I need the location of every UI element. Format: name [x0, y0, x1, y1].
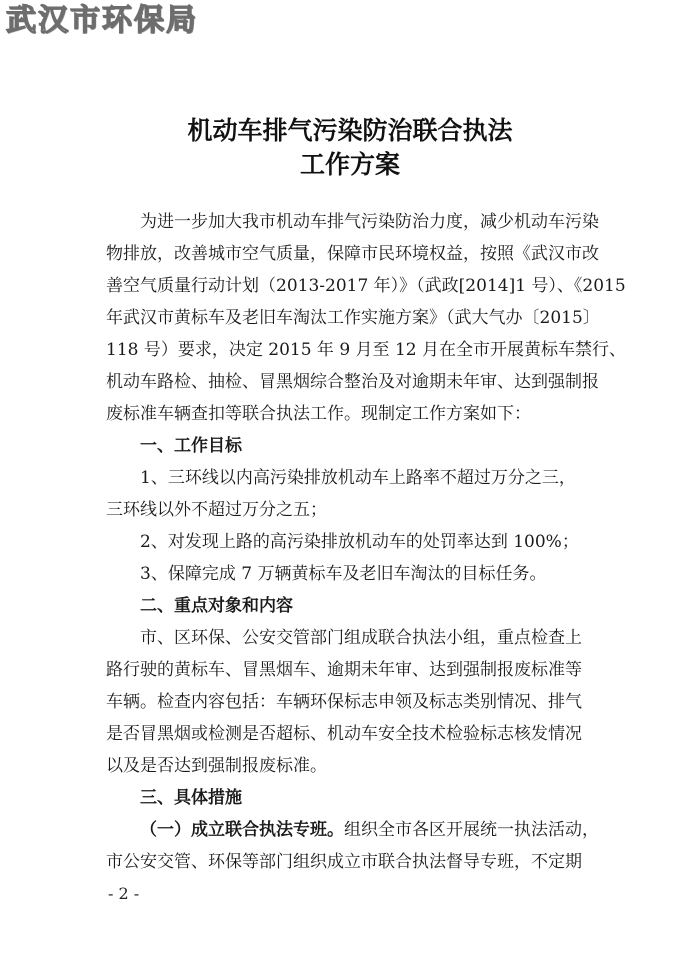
targets-line: 以及是否达到强制报废标准。 [106, 756, 327, 776]
document-title-line-2: 工作方案 [299, 150, 400, 179]
intro-line: 善空气质量行动计划（2013-2017 年）》（武政[2014]1 号）、《2015 [106, 276, 626, 296]
intro-line: 118 号）要求，决定 2015 年 9 月至 12 月在全市开展黄标车禁行、 [106, 340, 626, 360]
targets-line: 是否冒黑烟或检测是否超标、机动车安全技术检验标志核发情况 [106, 724, 582, 744]
measure-item-1 [140, 820, 599, 840]
document-title-line-1: 机动车排气污染防治联合执法 [187, 116, 513, 145]
section-heading-goals: 一、工作目标 [140, 436, 242, 456]
targets-line: 路行驶的黄标车、冒黑烟车、逾期未年审、达到强制报废标准等 [106, 660, 582, 680]
section-heading-targets: 二、重点对象和内容 [140, 596, 293, 616]
watermark-logo: 武汉市环保局 [6, 3, 198, 38]
section-heading-measures: 三、具体措施 [140, 788, 242, 808]
targets-line: 车辆。检查内容包括：车辆环保标志申领及标志类别情况、排气 [106, 692, 582, 712]
goal-line: 3、保障完成 7 万辆黄标车及老旧车淘汰的目标任务。 [140, 564, 547, 584]
measure-item-1-text: 组织全市各区开展统一执法活动， [344, 820, 599, 840]
intro-line: 机动车路检、抽检、冒黑烟综合整治及对逾期未年审、达到强制报 [106, 372, 599, 392]
measure-line: 市公安交管、环保等部门组织成立市联合执法督导专班，不定期 [106, 852, 582, 872]
targets-line: 市、区环保、公安交管部门组成联合执法小组，重点检查上 [140, 628, 582, 648]
intro-line: 年武汉市黄标车及老旧车淘汰工作实施方案》（武大气办〔2015〕 [106, 308, 600, 328]
goal-line: 三环线以外不超过万分之五； [106, 500, 327, 520]
intro-line: 物排放，改善城市空气质量，保障市民环境权益，按照《武汉市改 [106, 244, 599, 264]
measure-item-1-title: （一）成立联合执法专班。 [140, 820, 344, 840]
intro-line: 废标准车辆查扣等联合执法工作。现制定工作方案如下： [106, 404, 531, 424]
page-number: - 2 - [108, 884, 140, 903]
goal-line: 2、对发现上路的高污染排放机动车的处罚率达到 100%； [140, 532, 579, 552]
goal-line: 1、三环线以内高污染排放机动车上路率不超过万分之三， [140, 468, 576, 488]
intro-line: 为进一步加大我市机动车排气污染防治力度，减少机动车污染 [140, 212, 599, 232]
